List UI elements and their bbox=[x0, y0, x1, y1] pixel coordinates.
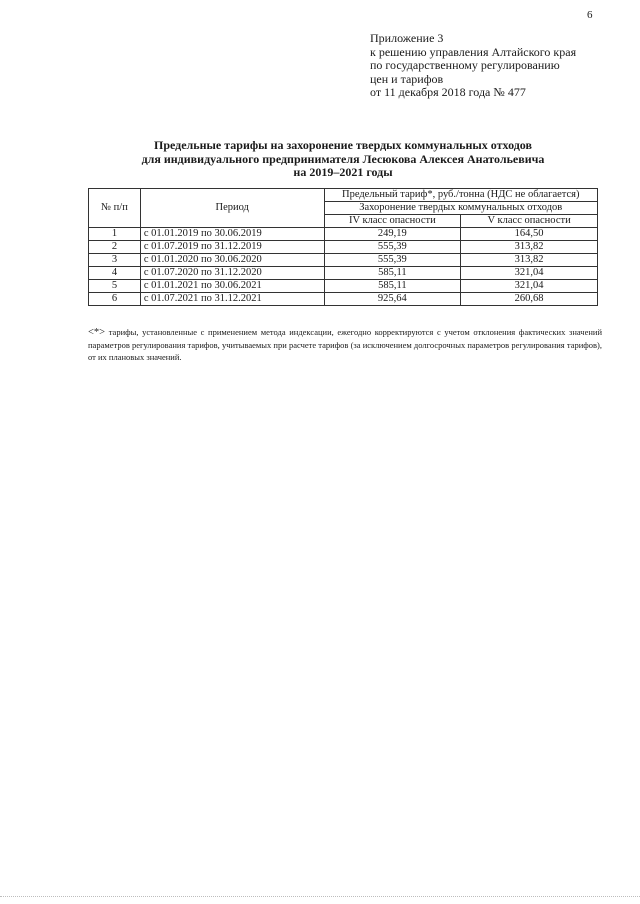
row-class4: 585,11 bbox=[324, 267, 461, 280]
row-period: с 01.01.2020 по 30.06.2020 bbox=[140, 254, 324, 267]
row-period: с 01.01.2021 по 30.06.2021 bbox=[140, 280, 324, 293]
tariff-table bbox=[88, 188, 598, 306]
row-class5: 313,82 bbox=[461, 254, 598, 267]
row-class4: 249,19 bbox=[324, 228, 461, 241]
row-num: 4 bbox=[89, 267, 141, 280]
header-burial: Захоронение твердых коммунальных отходов bbox=[324, 202, 598, 215]
row-class4: 555,39 bbox=[324, 254, 461, 267]
row-period: с 01.07.2020 по 31.12.2020 bbox=[140, 267, 324, 280]
table-row bbox=[89, 228, 598, 241]
row-period: с 01.07.2021 по 31.12.2021 bbox=[140, 293, 324, 306]
title-line: Предельные тарифы на захоронение твердых коммунальных отходов bbox=[153, 138, 532, 152]
appendix-line: по государственному регулированию bbox=[370, 58, 560, 72]
document-title bbox=[88, 139, 598, 180]
row-num: 1 bbox=[89, 228, 141, 241]
row-period: с 01.01.2019 по 30.06.2019 bbox=[140, 228, 324, 241]
appendix-line: Приложение 3 bbox=[370, 31, 444, 45]
row-num: 3 bbox=[89, 254, 141, 267]
header-tariff: Предельный тариф*, руб./тонна (НДС не облагается) bbox=[324, 189, 598, 202]
table-row bbox=[89, 280, 598, 293]
table-row bbox=[89, 254, 598, 267]
title-line: для индивидуального предпринимателя Лесюкова Алексея Анатольевича bbox=[141, 151, 545, 166]
row-class5: 260,68 bbox=[461, 293, 598, 306]
appendix-line: от 11 декабря 2018 года № 477 bbox=[370, 85, 526, 99]
bottom-rule bbox=[0, 896, 640, 897]
header-class5: V класс опасности bbox=[461, 215, 598, 228]
appendix-line: к решению управления Алтайского края bbox=[370, 44, 577, 59]
row-class5: 321,04 bbox=[461, 267, 598, 280]
page-number: 6 bbox=[587, 9, 593, 21]
row-class5: 313,82 bbox=[461, 241, 598, 254]
table-header-row bbox=[89, 189, 598, 202]
row-period: с 01.07.2019 по 31.12.2019 bbox=[140, 241, 324, 254]
header-num: № п/п bbox=[89, 189, 141, 228]
row-num: 2 bbox=[89, 241, 141, 254]
table-row bbox=[89, 241, 598, 254]
title-line: на 2019–2021 годы bbox=[293, 165, 393, 179]
header-period: Период bbox=[140, 189, 324, 228]
row-class4: 925,64 bbox=[324, 293, 461, 306]
table-row bbox=[89, 267, 598, 280]
row-class5: 164,50 bbox=[461, 228, 598, 241]
row-class4: 585,11 bbox=[324, 280, 461, 293]
footnote-text: тарифы, установленные с применением метода индексации, ежегодно корректируются с учетом отклонения фактических значений параметров регулирования тарифов, учитываемых при расчете тарифов (за исключением долгосрочных параметров регулирования тарифов), от их плановых значений. bbox=[88, 327, 602, 362]
appendix-line: цен и тарифов bbox=[370, 71, 444, 86]
appendix-block bbox=[370, 32, 625, 100]
footnote bbox=[88, 326, 602, 363]
row-num: 6 bbox=[89, 293, 141, 306]
row-class4: 555,39 bbox=[324, 241, 461, 254]
row-class5: 321,04 bbox=[461, 280, 598, 293]
footnote-mark: <*> bbox=[88, 327, 106, 338]
table-row bbox=[89, 293, 598, 306]
header-class4: IV класс опасности bbox=[324, 215, 461, 228]
row-num: 5 bbox=[89, 280, 141, 293]
